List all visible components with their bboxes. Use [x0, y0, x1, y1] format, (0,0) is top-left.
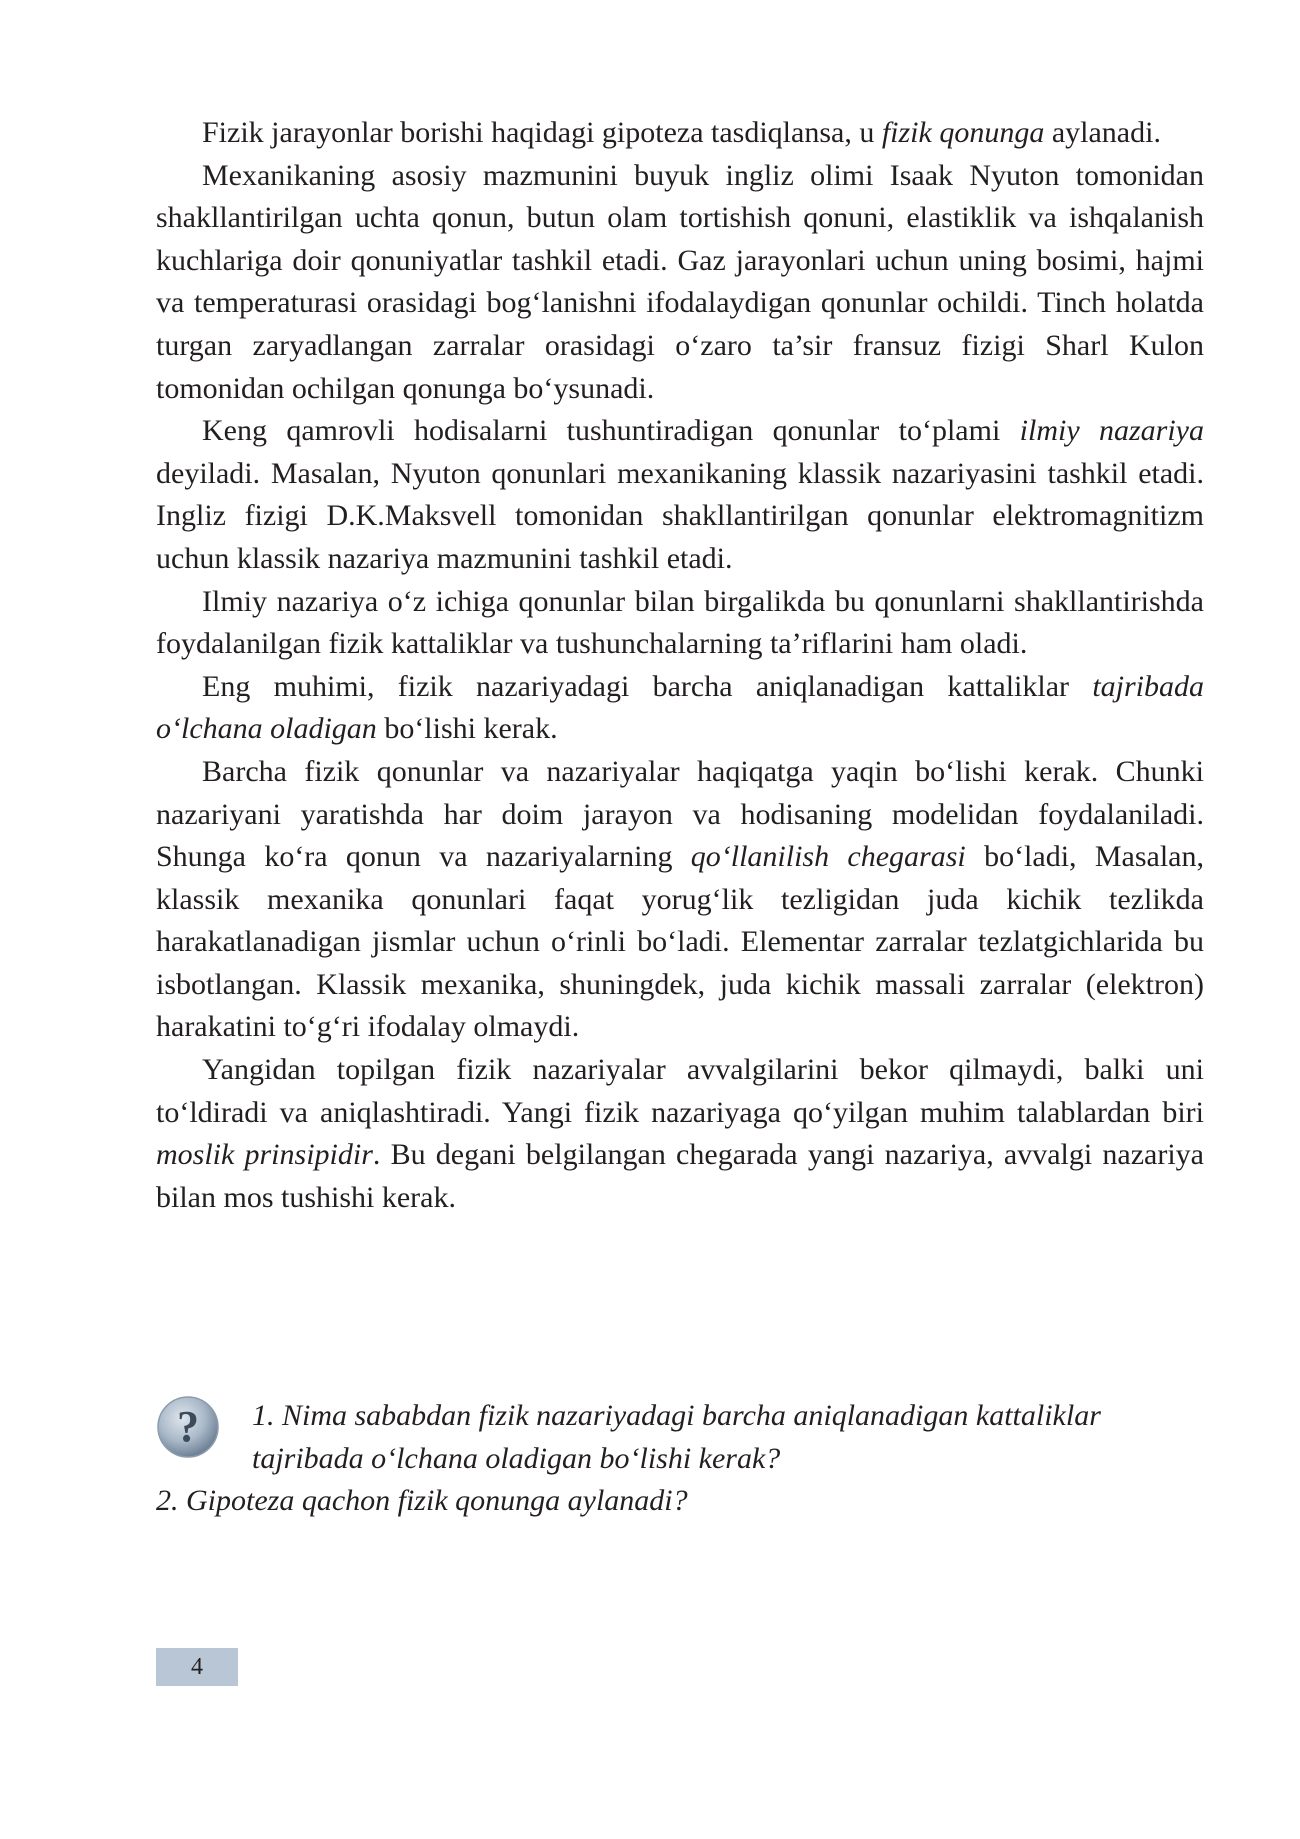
question-glyph: ? [177, 1402, 199, 1451]
term-ilmiy-nazariya: ilmiy nazariya [1019, 414, 1204, 448]
term-tajribada-olchana: tajribada o‘lchana oladigan [156, 669, 1204, 746]
page-number: 4 [156, 1648, 238, 1686]
text-segment: . Bu degani belgilangan chegarada yangi nazariya, avvalgi nazariya bilan mos tushishi kerak. [156, 1138, 1204, 1214]
text-segment: deyiladi. Masalan, Nyuton qonunlari mexanikaning klassik nazariyasini tashkil etadi. Ingliz fizigi D.K.Maksvell tomonidan shakllantirilgan qonunlar elektromagnitizm uchun klassik nazariya mazmunini tashkil etadi. [156, 456, 1204, 575]
body-text [156, 112, 1204, 1219]
text-segment: Eng muhimi, fizik nazariyadagi barcha aniqlanadigan kattaliklar [202, 669, 1093, 703]
text-segment: Mexanikaning asosiy mazmunini buyuk ingliz olimi Isaak Nyuton tomonidan shakllantirilgan uchta qonun, butun olam tortishish qonuni, elastiklik va ishqalanish kuchlariga doir qonuniyatlar tashkil etadi. Gaz jarayonlari uchun uning bosimi, hajmi va temperaturasi orasidagi bog‘lanishni ifodalaydigan qonunlar ochildi. Tinch holatda turgan zaryadlangan zarralar orasidagi o‘zaro ta’sir fransuz fizigi Sharl Kulon tomonidan ochilgan qonunga bo‘ysunadi. [156, 158, 1204, 405]
paragraph-4 [156, 581, 1204, 666]
question-mark-icon [156, 1395, 220, 1459]
term-fizik-qonunga: fizik qonunga [881, 116, 1045, 149]
text-segment: Barcha fizik qonunlar va nazariyalar haqiqatga yaqin bo‘lishi kerak. Chunki nazariyani yaratishda har doim jarayon va hodisaning modelidan foydalaniladi. Shunga ko‘ra qonun va nazariyalarning [156, 754, 1204, 874]
paragraph-3 [156, 410, 1204, 580]
paragraph-1 [156, 112, 1204, 155]
term-qollanilish-chegarasi: qo‘llanilish chegarasi [690, 840, 966, 874]
question-2: 2. Gipoteza qachon fizik qonunga aylanadi? [156, 1484, 688, 1518]
text-segment: Fizik jarayonlar borishi haqidagi gipoteza tasdiqlansa, u [202, 116, 882, 149]
paragraph-5 [156, 666, 1204, 751]
review-questions [156, 1395, 1204, 1523]
term-moslik-prinsipidir: moslik prinsipidir [156, 1138, 373, 1172]
question-1: 1. Nima sababdan fizik nazariyadagi barcha aniqlanadigan kattaliklar tajribada o‘lchana oladigan bo‘lishi kerak? [252, 1399, 1101, 1475]
paragraph-2 [156, 155, 1204, 411]
text-segment: Ilmiy nazariya o‘z ichiga qonunlar bilan birgalikda bu qonunlarni shakllantirishda foydalanilgan fizik kattaliklar va tushunchalarning ta’riflarini ham oladi. [156, 584, 1204, 661]
paragraph-7 [156, 1049, 1204, 1219]
text-segment: Yangidan topilgan fizik nazariyalar avvalgilarini bekor qilmaydi, balki uni to‘ldiradi va aniqlashtiradi. Yangi fizik nazariyaga qo‘yilgan muhim talablardan biri [156, 1053, 1204, 1129]
text-segment: bo‘lishi kerak. [376, 712, 558, 746]
text-segment: bo‘ladi, Masalan, klassik mexanika qonunlari faqat yorug‘lik tezligidan juda kichik tezlikda harakatlanadigan jismlar uchun o‘rinli bo‘ladi. Elementar zarralar tezlatgichlarida bu isbotlangan. Klassik mexanika, shuningdek, juda kichik massali zarralar (elektron) harakatini to‘g‘ri ifodalay olmaydi. [156, 840, 1204, 1044]
text-segment: Keng qamrovli hodisalarni tushuntiradigan qonunlar to‘plami [202, 414, 1020, 448]
paragraph-6 [156, 751, 1204, 1049]
text-segment: aylanadi. [1044, 116, 1161, 149]
